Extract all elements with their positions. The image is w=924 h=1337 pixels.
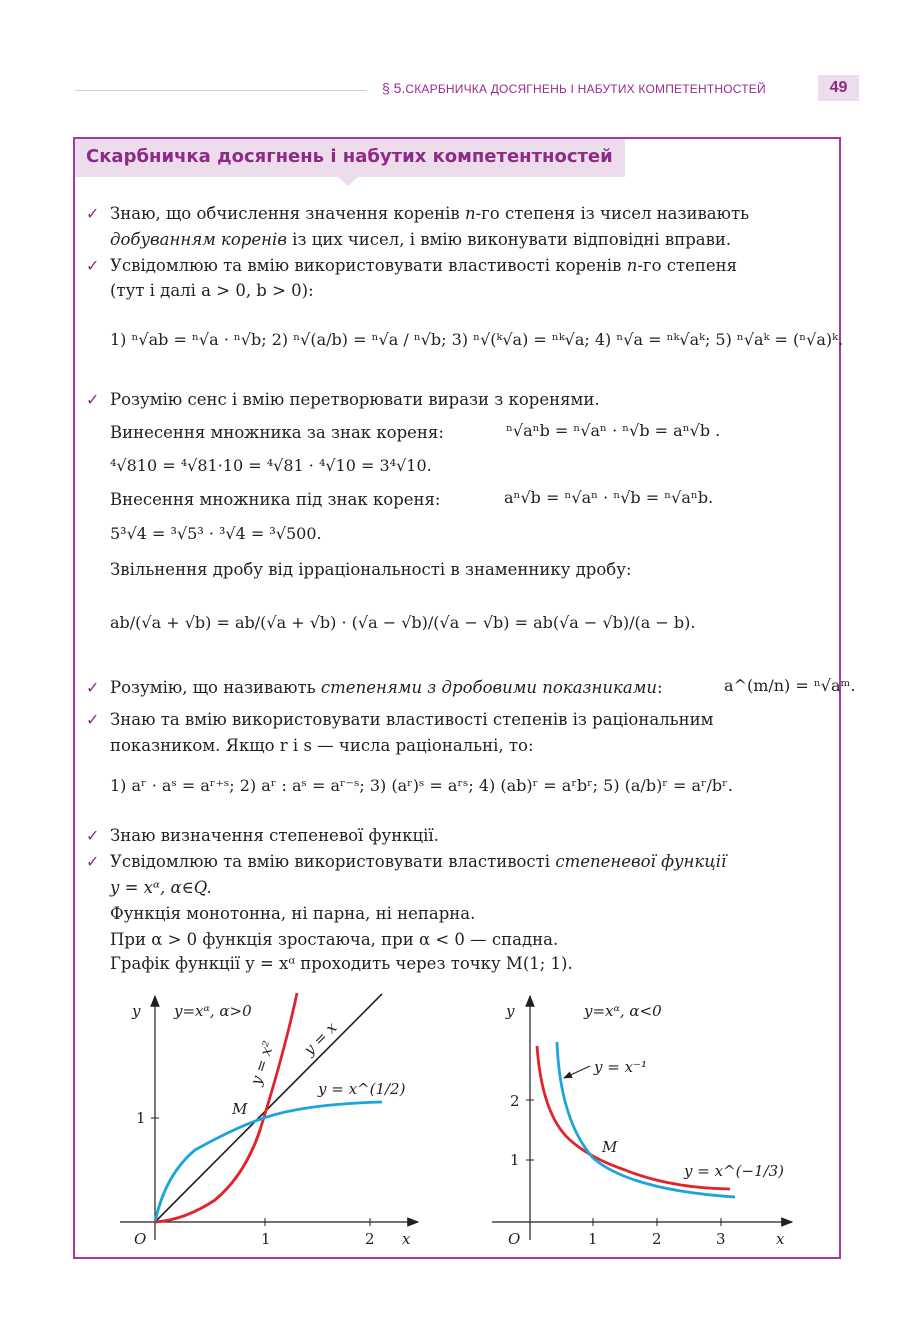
power-properties-formula: 1) aʳ · aˢ = aʳ⁺ˢ; 2) aʳ : aˢ = aʳ⁻ˢ; 3) (aʳ)ˢ = aʳˢ; 4) (ab)ʳ = aʳbʳ; 5) (a/b)ʳ = aʳ/bʳ. xyxy=(110,776,733,795)
item-6-line: Знаю визначення степеневої функції. xyxy=(110,826,439,845)
item-7-line-1: Усвідомлюю та вмію використовувати властивості степеневої функції xyxy=(110,852,727,871)
graph-title: y=xᵅ, α>0 xyxy=(174,1002,252,1020)
check-icon: ✓ xyxy=(86,852,100,871)
item-7-line-5: Графік функції y = xᵅ проходить через точку M(1; 1). xyxy=(110,954,573,973)
item-3-rationalize-label: Звільнення дробу від ірраціональності в знаменнику дробу: xyxy=(110,560,632,579)
x-axis-label: x xyxy=(776,1230,785,1248)
fractional-power-formula: a^(m/n) = ⁿ√aᵐ. xyxy=(724,676,856,695)
check-icon: ✓ xyxy=(86,204,100,223)
item-4-line: Розумію, що називають степенями з дробовими показниками: xyxy=(110,678,663,697)
label-identity: y = x xyxy=(300,1018,341,1059)
check-icon: ✓ xyxy=(86,826,100,845)
curve-identity xyxy=(155,994,382,1222)
label-square: y = x² xyxy=(246,1038,278,1088)
item-2-line-1: Усвідомлюю та вмію використовувати властивості коренів n-го степеня xyxy=(110,256,738,275)
summary-box-title: Скарбничка досягнень і набутих компетентностей xyxy=(86,146,613,167)
x-axis-label: x xyxy=(402,1230,411,1248)
point-m-label: M xyxy=(232,1100,248,1118)
origin-label: O xyxy=(134,1230,147,1248)
item-3-factor-in-label: Внесення множника під знак кореня: xyxy=(110,490,441,509)
y-tick-label-1: 1 xyxy=(136,1109,146,1127)
root-properties-formula: 1) ⁿ√ab = ⁿ√a · ⁿ√b; 2) ⁿ√(a/b) = ⁿ√a / ⁿ√b; 3) ⁿ√(ᵏ√a) = ⁿᵏ√a; 4) ⁿ√a = ⁿᵏ√aᵏ; 5) ⁿ√aᵏ = (ⁿ√a)ᵏ. xyxy=(110,330,844,349)
curve-sqrt xyxy=(155,1102,382,1222)
example-500: 5³√4 = ³√5³ · ³√4 = ³√500. xyxy=(110,524,322,543)
item-3-factor-out-label: Винесення множника за знак кореня: xyxy=(110,423,444,442)
x-tick-label-2: 2 xyxy=(652,1230,662,1248)
label-sqrt: y = x^(1/2) xyxy=(318,1080,406,1098)
item-5-line-2: показником. Якщо r і s — числа раціональні, то: xyxy=(110,736,534,755)
point-m-label: M xyxy=(602,1138,618,1156)
item-7-line-3: Функція монотонна, ні парна, ні непарна. xyxy=(110,904,476,923)
page-number: 49 xyxy=(818,75,859,101)
item-1-line-1: Знаю, що обчислення значення коренів n-го степеня із чисел називають xyxy=(110,204,750,223)
check-icon: ✓ xyxy=(86,710,100,729)
section-title: СКАРБНИЧКА ДОСЯГНЕНЬ І НАБУТИХ КОМПЕТЕНТНОСТЕЙ xyxy=(405,82,766,96)
header-rule xyxy=(75,90,367,91)
check-icon: ✓ xyxy=(86,390,100,409)
y-axis-label: y xyxy=(132,1002,141,1020)
factor-out-formula: ⁿ√aⁿb = ⁿ√aⁿ · ⁿ√b = aⁿ√b . xyxy=(506,421,721,440)
y-tick-label-1: 1 xyxy=(510,1151,520,1169)
inverse-label-pointer xyxy=(564,1066,590,1078)
item-3-line-1: Розумію сенс і вмію перетворювати вирази з коренями. xyxy=(110,390,600,409)
x-tick-label-3: 3 xyxy=(716,1230,726,1248)
graph-negative-alpha xyxy=(490,990,810,1250)
label-cuberoot: y = x^(−1/3) xyxy=(684,1162,785,1180)
item-1-line-2: добуванням коренів із цих чисел, і вмію виконувати відповідні вправи. xyxy=(110,230,732,249)
factor-in-formula: aⁿ√b = ⁿ√aⁿ · ⁿ√b = ⁿ√aⁿb. xyxy=(504,488,714,507)
title-pointer xyxy=(338,177,358,186)
check-icon: ✓ xyxy=(86,256,100,275)
check-icon: ✓ xyxy=(86,678,100,697)
x-tick-label-2: 2 xyxy=(365,1230,375,1248)
rationalize-formula: ab/(√a + √b) = ab/(√a + √b) · (√a − √b)/(√a − √b) = ab(√a − √b)/(a − b). xyxy=(110,613,696,632)
section-number: § 5. xyxy=(382,80,406,96)
item-2-line-2: (тут і далі a > 0, b > 0): xyxy=(110,281,314,300)
y-tick-label-2: 2 xyxy=(510,1092,520,1110)
graph-title: y=xᵅ, α<0 xyxy=(584,1002,662,1020)
label-inverse: y = x⁻¹ xyxy=(594,1058,647,1076)
y-axis-label: y xyxy=(506,1002,515,1020)
x-tick-label-1: 1 xyxy=(261,1230,271,1248)
example-810: ⁴√810 = ⁴√81·10 = ⁴√81 · ⁴√10 = 3⁴√10. xyxy=(110,456,432,475)
item-7-line-4: При α > 0 функція зростаюча, при α < 0 — спадна. xyxy=(110,930,559,949)
item-7-line-2: y = xᵅ, α∈Q. xyxy=(110,878,212,897)
item-5-line-1: Знаю та вмію використовувати властивості степенів із раціональним xyxy=(110,710,714,729)
graph-positive-alpha xyxy=(110,990,430,1250)
running-header xyxy=(382,80,766,96)
x-tick-label-1: 1 xyxy=(588,1230,598,1248)
origin-label: O xyxy=(508,1230,521,1248)
